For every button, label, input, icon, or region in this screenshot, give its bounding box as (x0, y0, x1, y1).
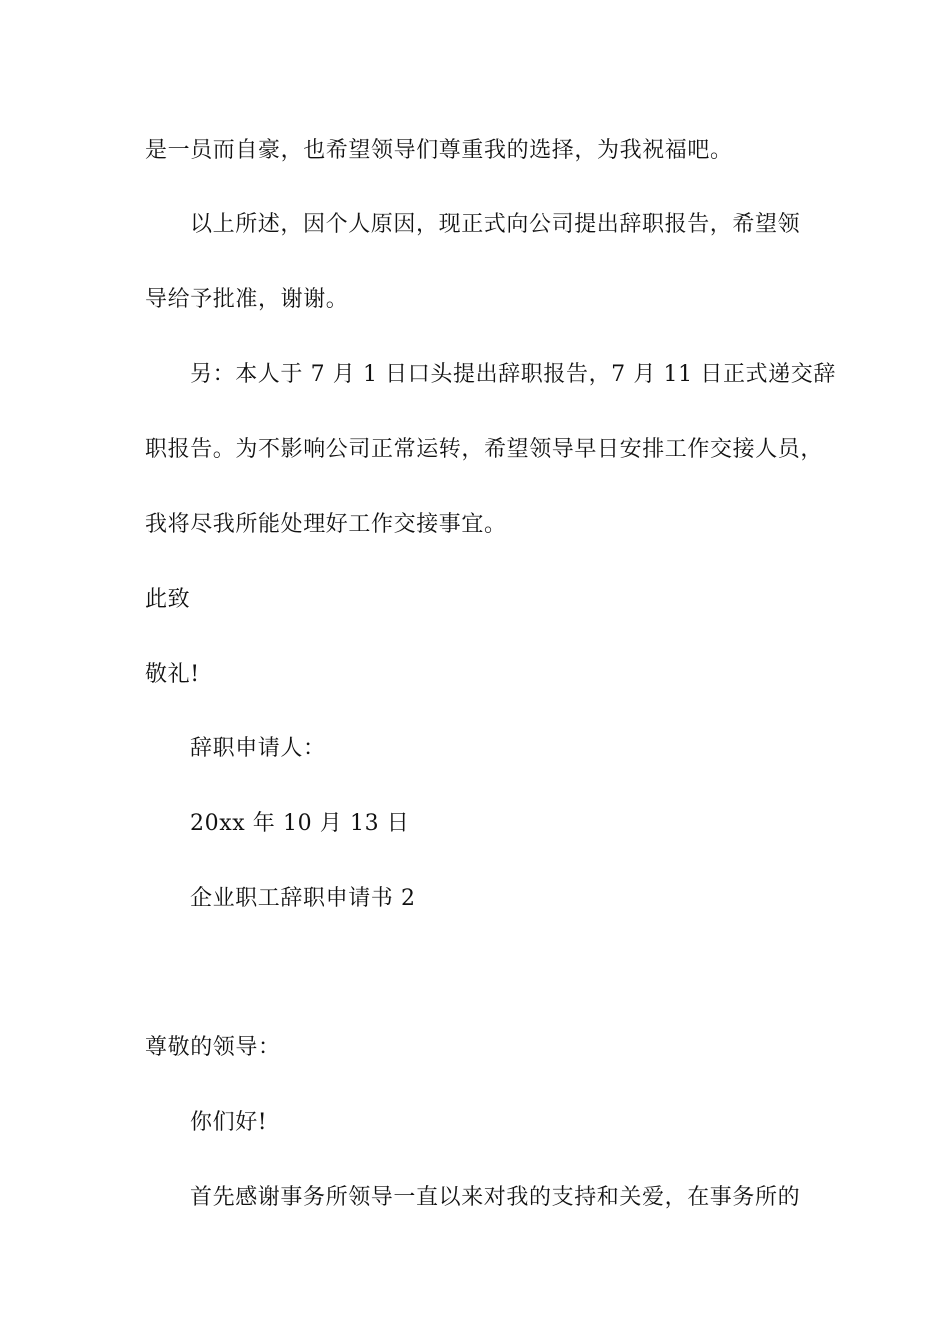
paragraph-line: 导给予批准，谢谢。 (145, 287, 349, 312)
paragraph-line: 职报告。为不影响公司正常运转，希望领导早日安排工作交接人员， (145, 437, 824, 462)
greeting-line: 你们好! (190, 1110, 268, 1135)
paragraph-line: 是一员而自豪，也希望领导们尊重我的选择，为我祝福吧。 (145, 138, 733, 163)
section-title: 企业职工辞职申请书 2 (190, 886, 416, 911)
closing-line: 此致 (145, 587, 191, 612)
paragraph-line: 我将尽我所能处理好工作交接事宜。 (145, 512, 507, 537)
paragraph-line: 另：本人于 7 月 1 日口头提出辞职报告，7 月 11 日正式递交辞 (190, 362, 836, 387)
greeting-line: 尊敬的领导： (145, 1035, 281, 1060)
date-line: 20xx 年 10 月 13 日 (190, 811, 410, 836)
paragraph-line: 首先感谢事务所领导一直以来对我的支持和关爱，在事务所的 (190, 1185, 801, 1210)
closing-salutation: 敬礼! (145, 662, 200, 687)
signature-label: 辞职申请人： (190, 736, 326, 761)
paragraph-line: 以上所述，因个人原因，现正式向公司提出辞职报告，希望领 (190, 212, 801, 237)
